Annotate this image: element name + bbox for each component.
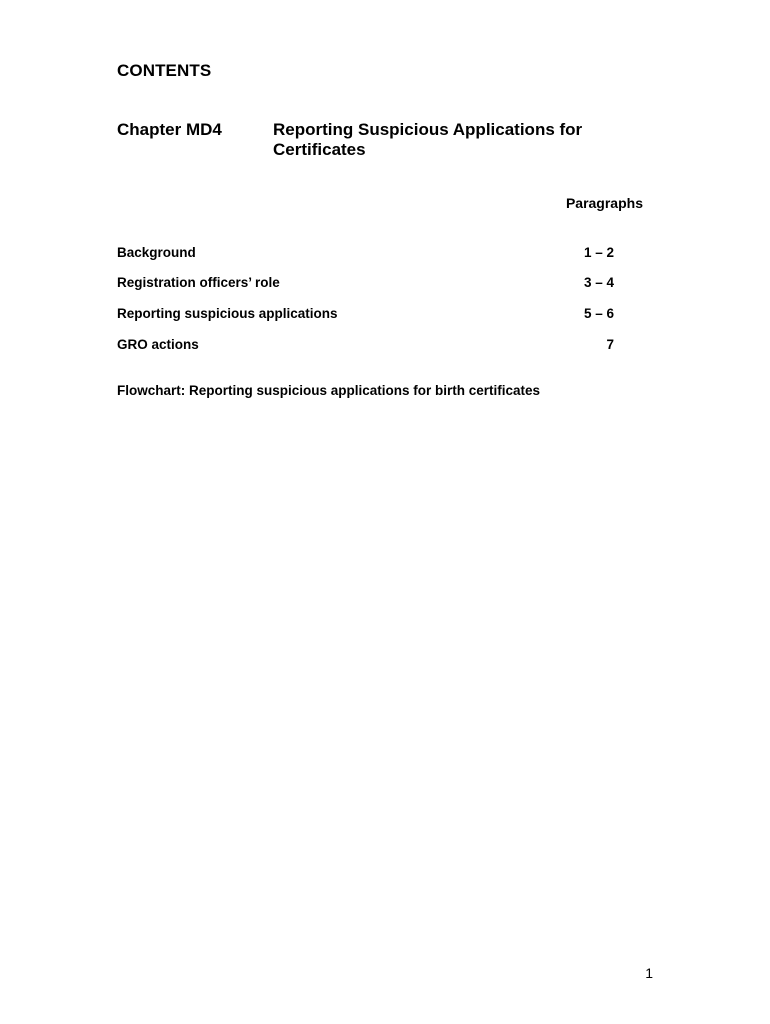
toc-row [117,337,614,355]
contents-heading: CONTENTS [117,61,212,80]
chapter-label: Chapter MD4 [117,120,222,139]
toc-entry-paragraphs: 1 – 2 [583,245,614,260]
toc-entry-paragraphs: 3 – 4 [583,275,614,290]
toc-row [117,275,614,293]
toc-entry-label: Registration officers’ role [117,275,280,290]
flowchart-entry: Flowchart: Reporting suspicious applications for birth certificates [117,383,541,398]
chapter-title: Reporting Suspicious Applications for Certificates [273,120,583,159]
toc-entry-paragraphs: 5 – 6 [583,306,614,321]
toc-entry-label: Reporting suspicious applications [117,306,338,321]
toc-entry-label: Background [117,245,196,260]
paragraphs-heading: Paragraphs [565,195,643,211]
toc-row [117,306,614,324]
toc-entry-paragraphs: 7 [606,337,614,352]
toc-row [117,245,614,263]
toc-entry-label: GRO actions [117,337,199,352]
page-number: 1 [645,965,653,981]
